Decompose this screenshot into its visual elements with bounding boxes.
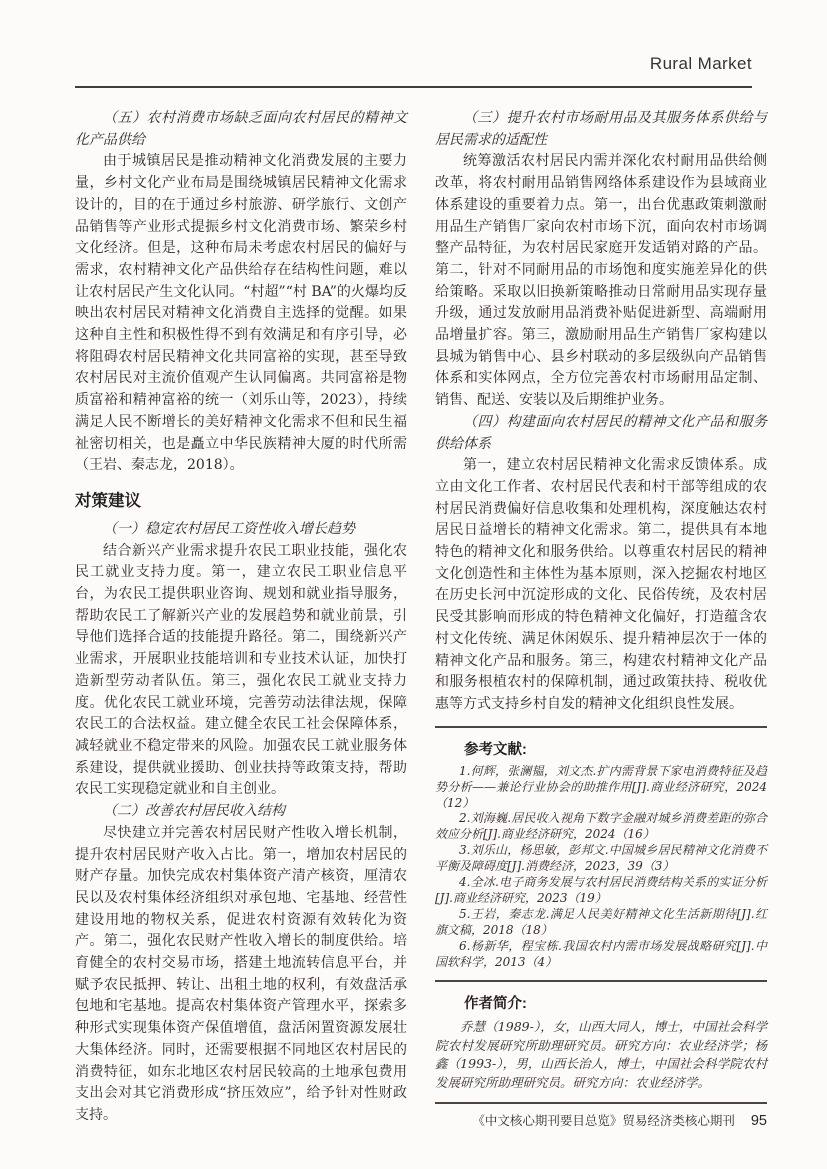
left-column [75,108,407,1127]
author-bio-title: 作者简介: [464,996,527,1013]
reference-item: 1.何辉，张澜韫，刘文杰.扩内需背景下家电消费特征及趋势分析——兼论行业协会的助推作用[J].商业经济研究，2024（12） [435,763,767,810]
journal-section-name: Rural Market [649,54,752,73]
references-divider-top [435,726,767,728]
reference-item: 5.王岩，秦志龙.满足人民美好精神文化生活新期待[J].红旗文稿，2018（18） [435,906,767,937]
subheading-3: （三）提升农村市场耐用品及其服务体系供给与居民需求的适配性 [435,110,767,148]
right-column [435,108,767,1127]
subheading-4: （四）构建面向农村居民的精神文化产品和服务供给体系 [435,413,767,452]
paragraph-4: 第一，建立农村居民精神文化需求反馈体系。成立由文化工作者、农村居民代表和村干部等组成的农村居民消费偏好信息收集和处理机构，深度触达农村居民日益增长的精神文化需求。第二，提供具有本地特色的精神文化和服务供给。以尊重农村居民的精神文化创造性和主体性为基本原则，深入挖掘农村地区在历史长河中沉淀形成的文化、民俗传统，及农村居民受其影响而形成的特色精神文化偏好，打造蕴含农村文化传统、满足休闲娱乐、提升精神层次于一体的精神文化产品和服务。第三，构建农村精神文化产品和服务根植农村的保障机制，通过政策扶持、税收优惠等方式支持乡村自发的精神文化组织良性发展。 [435,457,767,712]
paragraph-5: 由于城镇居民是推动精神文化消费发展的主要力量，乡村文化产业布局是围绕城镇居民精神文化需求设计的，目的在于通过乡村旅游、研学旅行、文创产品销售等产业形式提振乡村文化消费市场、繁荣乡村文化经济。但是，这种布局未考虑农村居民的偏好与需求，农村精神文化产品供给存在结构性问题，难以让农村居民产生文化认同。“村超”“村 BA”的火爆均反映出农村居民对精神文化消费自主选择的觉醒。如果这种自主性和积极性得不到有效满足和有序引导，必将阻碍农村居民精神文化共同富裕的实现，甚至导致农村居民对主流价值观产生认同偏离。共同富裕是物质富裕和精神富裕的统一（刘乐山等，2023），持续满足人民不断增长的美好精神文化需求不但和民生福祉密切相关，也是矗立中华民族精神大厦的时代所需（王岩、秦志龙，2018）。 [75,153,407,474]
reference-item: 2.刘海巍.居民收入视角下数字金融对城乡消费差距的弥合效应分析[J].商业经济研究，2024（16） [435,811,767,842]
page-footer [75,1111,767,1129]
paragraph-3: 统筹激活农村居民内需并深化农村耐用品供给侧改革，将农村耐用品销售网络体系建设作为县域商业体系建设的重要着力点。第一，出台优惠政策刺激耐用品生产销售厂家向农村市场下沉，面向农村市场调整产品特征，为农村居民家庭开发适销对路的产品。第二，针对不同耐用品的市场饱和度实施差异化的供给策略。采取以旧换新策略推动日常耐用品实现存量升级，通过发放耐用品消费补贴促进新型、高端耐用品增量扩容。第三，激励耐用品生产销售厂家构建以县城为销售中心、县乡村联动的多层级纵向产品销售体系和实体网点，全方位完善农村市场耐用品定制、销售、配送、安装以及后期维护业务。 [435,153,767,409]
article-body [75,108,767,1127]
reference-item: 4.全冰.电子商务发展与农村居民消费结构关系的实证分析[J].商业经济研究，2023（19） [435,875,767,905]
paragraph-2: 尽快建立并完善农村居民财产性收入增长机制，提升农村居民财产收入占比。第一，增加农村居民的财产存量。加快完成农村集体资产清产核资，厘清农民以及农村集体经济组织对承包地、宅基地、经营性建设用地的物权关系，促进农村资源有效转化为资产。第二，强化农民财产性收入增长的制度供给。培育健全的农村交易市场，搭建土地流转信息平台，并赋予农民抵押、转让、出租土地的权利，有效盘活承包地和宅基地。提高农村集体资产管理水平，探索多种形式实现集体资产保值增值，盘活闲置资源发展壮大集体经济。同时，还需要根据不同地区农村居民的消费特征，如东北地区农村居民较高的土地承包费用支出会对其它消费形成“挤压效应”，给予针对性财政支持。 [75,824,407,1123]
references-list [435,764,767,971]
reference-item: 6.杨新华，程宝栋.我国农村内需市场发展战略研究[J].中国软科学，2013（4） [435,938,767,969]
author-bio-divider-top [435,980,767,982]
section-heading-countermeasures: 对策建议 [75,491,141,510]
running-head [75,54,752,74]
journal-footnote: 《中文核心期刊要目总览》贸易经济类核心期刊 [472,1114,735,1128]
author-bio-text: 乔慧（1989-），女，山西大同人，博士，中国社会科学院农村发展研究所助理研究员。研究方向：农业经济学；杨鑫（1993-），男，山西长治人，博士，中国社会科学院农村发展研究所助理研究员。研究方向：农业经济学。 [435,1019,767,1090]
page-number: 95 [750,1113,767,1129]
subheading-1: （一）稳定农村居民工资性收入增长趋势 [103,520,355,537]
header-rule [75,86,752,88]
paragraph-1: 结合新兴产业需求提升农民工职业技能，强化农民工就业支持力度。第一，建立农民工职业信息平台，为农民工提供职业咨询、规划和就业指导服务，帮助农民工了解新兴产业的发展趋势和就业前景，引导他们选择合适的技能提升路径。第二，围绕新兴产业需求，开展职业技能培训和专业技术认证，加快打造新型劳动者队伍。第三，强化农民工就业支持力度。优化农民工就业环境，完善劳动法律法规，保障农民工的合法权益。建立健全农民工社会保障体系，减轻就业不稳定带来的风险。加强农民工就业服务体系建设，提供就业援助、创业扶持等政策支持，帮助农民工实现稳定就业和自主创业。 [75,542,407,798]
subheading-5: （五）农村消费市场缺乏面向农村居民的精神文化产品供给 [75,110,407,148]
author-bio-divider-bottom [435,1102,767,1104]
subheading-2: （二）改善农村居民收入结构 [103,803,285,820]
reference-item: 3.刘乐山，杨思敏，彭邦文.中国城乡居民精神文化消费不平衡及障碍度[J].消费经济，2023，39（3） [435,843,767,874]
references-title: 参考文献: [464,741,527,758]
